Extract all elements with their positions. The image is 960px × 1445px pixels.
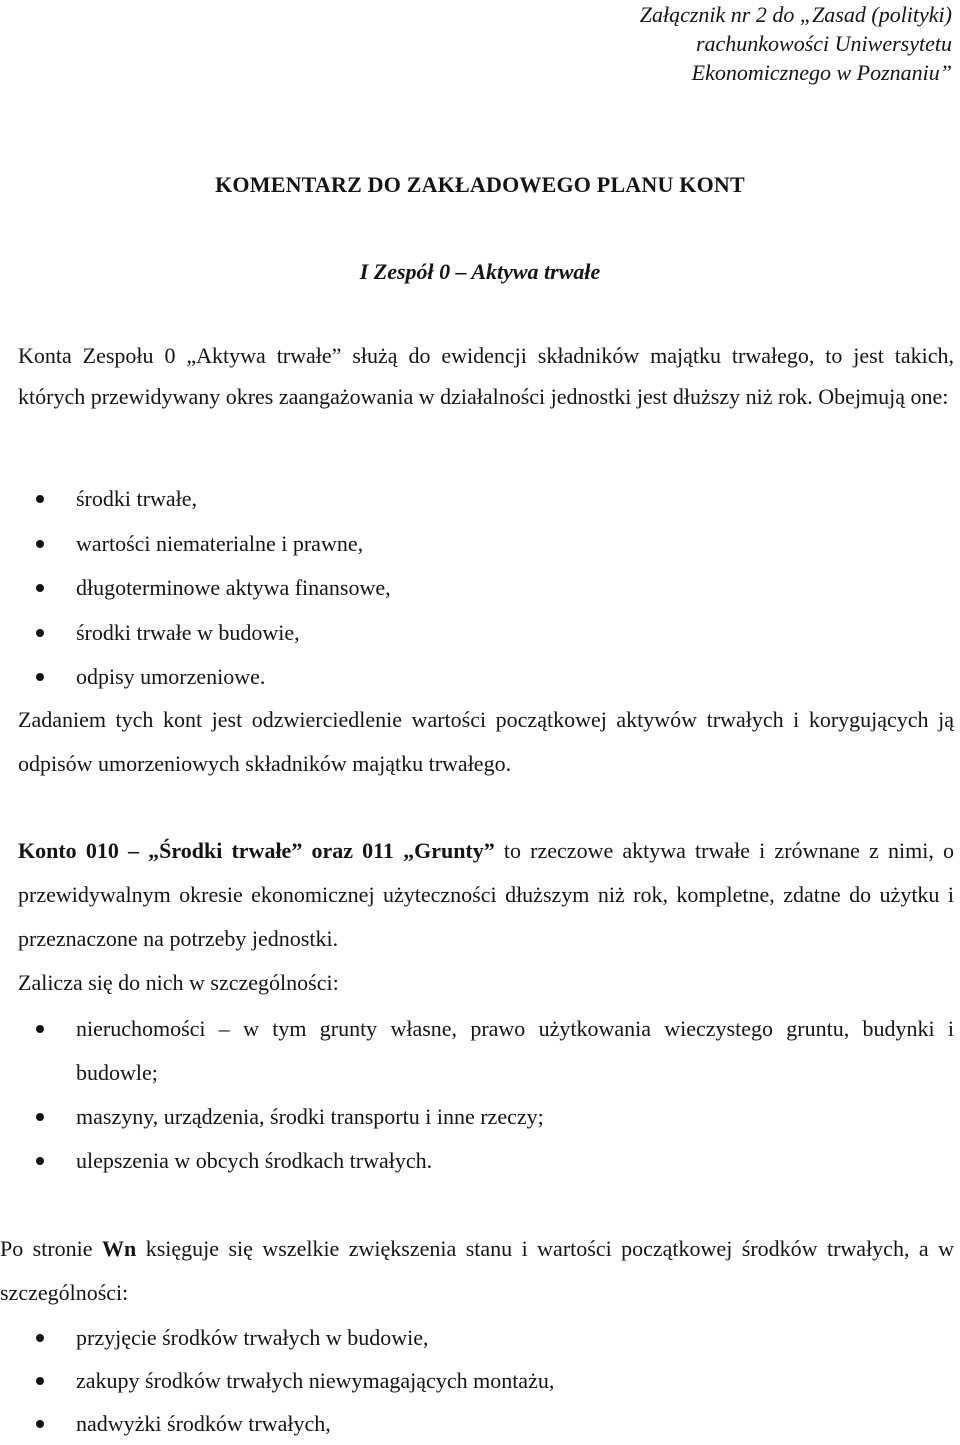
- zalicza-line: Zalicza się do nich w szczególności:: [18, 970, 339, 995]
- konto-010-description: to rzeczowe aktywa trwałe i zrównane z nimi, o przewidywalnym okresie ekonomicznej użyteczności dłuższym niż rok, kompletne, zdatne do użytku i przeznaczone na potrzeby jednostki.: [18, 838, 954, 951]
- list-item-text: nadwyżki środków trwałych,: [76, 1411, 331, 1436]
- bullet-icon: [36, 1025, 44, 1033]
- konto-010-heading: Konto 010 – „Środki trwałe” oraz 011 „Grunty”: [18, 838, 495, 863]
- intro-paragraph: Konta Zespołu 0 „Aktywa trwałe” służą do ewidencji składników majątku trwałego, to jest takich, których przewidywany okres zaangażowania w działalności jednostki jest dłuższy niż rok. Obejmują one:: [18, 343, 954, 409]
- bullet-icon: [36, 673, 44, 681]
- bullet-icon: [36, 1334, 44, 1342]
- list-item-text: nieruchomości – w tym grunty własne, prawo użytkowania wieczystego gruntu, budynki i budowle;: [76, 1016, 954, 1085]
- konto-010-bullet-list: [18, 1007, 954, 1183]
- purpose-paragraph: Zadaniem tych kont jest odzwierciedlenie wartości początkowej aktywów trwałych i korygujących ją odpisów umorzeniowych składników majątku trwałego.: [18, 707, 954, 776]
- bullet-icon: [36, 1377, 44, 1385]
- bullet-icon: [36, 584, 44, 592]
- list-item: [18, 1402, 954, 1445]
- bullet-icon: [36, 1420, 44, 1428]
- bullet-icon: [36, 495, 44, 503]
- attachment-line-1: Załącznik nr 2 do „Zasad (polityki): [639, 2, 952, 27]
- list-item: [18, 477, 954, 522]
- wn-side-label: Wn: [102, 1236, 137, 1261]
- list-item: [18, 522, 954, 567]
- list-item-text: środki trwałe w budowie,: [76, 619, 300, 645]
- wn-paragraph: [0, 1227, 954, 1315]
- list-item: [18, 566, 954, 611]
- list-item-text: ulepszenia w obcych środkach trwałych.: [76, 1148, 433, 1173]
- wn-bullet-list: [18, 1316, 954, 1445]
- list-item-text: przyjęcie środków trwałych w budowie,: [76, 1325, 429, 1350]
- attachment-line-2: rachunkowości Uniwersytetu: [695, 31, 952, 56]
- list-item: [18, 655, 954, 700]
- list-item-text: wartości niematerialne i prawne,: [76, 530, 364, 556]
- list-item: [18, 611, 954, 656]
- list-item-text: zakupy środków trwałych niewymagających montażu,: [76, 1368, 555, 1393]
- bullet-icon: [36, 1113, 44, 1121]
- bullet-icon: [36, 540, 44, 548]
- bullet-icon: [36, 1157, 44, 1165]
- list-item-text: maszyny, urządzenia, środki transportu i inne rzeczy;: [76, 1104, 544, 1129]
- section-heading: I Zespół 0 – Aktywa trwałe: [359, 259, 601, 284]
- konto-010-paragraph: [18, 829, 954, 961]
- list-item-text: długoterminowe aktywa finansowe,: [76, 575, 391, 600]
- attachment-note: [640, 0, 952, 87]
- list-item: [18, 1316, 954, 1359]
- list-item-text: odpisy umorzeniowe.: [76, 664, 266, 689]
- wn-description: księguje się wszelkie zwiększenia stanu i wartości początkowej środków trwałych, a w szczególności:: [0, 1236, 954, 1305]
- attachment-line-3: Ekonomicznego w Poznaniu”: [691, 60, 952, 85]
- list-item: [18, 1095, 954, 1139]
- list-item-text: środki trwałe,: [76, 486, 197, 511]
- intro-bullet-list: [18, 477, 954, 700]
- wn-prefix: Po stronie: [0, 1236, 103, 1261]
- list-item: [18, 1359, 954, 1402]
- document-title: KOMENTARZ DO ZAKŁADOWEGO PLANU KONT: [215, 172, 745, 197]
- bullet-icon: [36, 629, 44, 637]
- list-item: [18, 1139, 954, 1183]
- list-item: [18, 1007, 954, 1095]
